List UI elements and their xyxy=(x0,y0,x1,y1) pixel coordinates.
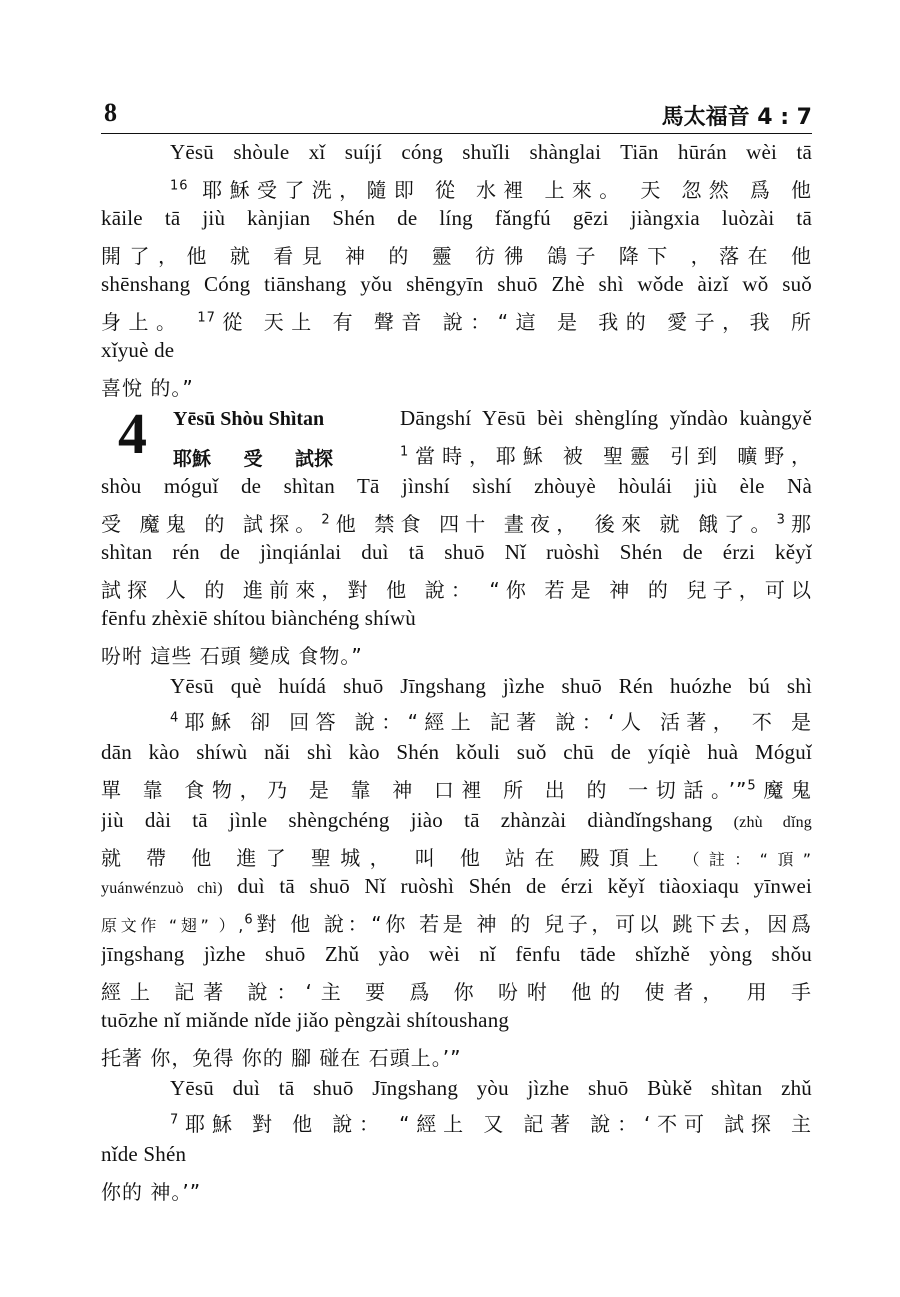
page-number: 8 xyxy=(104,98,117,127)
pinyin-line: Yēsū shòule xǐ suíjí cóng shuǐli shànglai Tiān hūrán wèi tā xyxy=(170,140,812,164)
pinyin-line: jiù dài tā jìnle shèngchéng jiào tā zhànzài diàndǐngshang (zhù dǐng xyxy=(101,808,812,832)
hanzi-line: $^{16}$ 耶穌受了洗，隨即 從 水裡 上來。 天 忽然 爲 他 xyxy=(170,178,812,202)
pinyin-line: yuánwénzuò chì) duì tā shuō Nǐ ruòshì Shén de érzi kěyǐ tiàoxiaqu yīnwei xyxy=(101,874,812,898)
hanzi-line: 試探 人 的 進前來，對 他 說： “你 若是 神 的 兒子，可以 xyxy=(101,578,812,602)
hanzi-line: 經上 記著 說：‘主 要 爲 你 吩咐 他的 使者， 用 手 xyxy=(101,980,812,1004)
pinyin-line: dān kào shíwù nǎi shì kào Shén kǒuli suǒ chū de yíqiè huà Móguǐ xyxy=(101,740,812,764)
hanzi-line: 就 帶 他 進了 聖城， 叫 他 站在 殿頂上 （註：“頂” xyxy=(101,846,812,870)
pinyin-line: Yēsū què huídá shuō Jīngshang jìzhe shuō Rén huózhe bú shì xyxy=(170,674,812,698)
hanzi-line: 單 靠 食物，乃 是 靠 神 口裡 所 出 的 一切話。’”$^5$魔鬼 xyxy=(101,778,812,802)
footnote-text: yuánwénzuò chì) xyxy=(101,880,223,897)
section-title-word: 受 xyxy=(243,448,263,470)
pinyin-line: shēnshang Cóng tiānshang yǒu shēngyīn shuō Zhè shì wǒde àizǐ wǒ suǒ xyxy=(101,272,812,296)
pinyin-line: Yēsū duì tā shuō Jīngshang yòu jìzhe shuō Bùkě shìtan zhǔ xyxy=(170,1076,812,1100)
hanzi-line: $^4$耶穌 卻 回答 說：“經上 記著 說：‘人 活著， 不 是 xyxy=(170,710,812,734)
section-title-pinyin: Yēsū Shòu Shìtan xyxy=(173,408,325,430)
verse-number: 6 xyxy=(244,912,254,928)
verse-number: 1 xyxy=(400,444,410,460)
verse-number: 17 xyxy=(197,310,216,326)
section-title-word: 耶穌 xyxy=(173,448,212,470)
pinyin-line: jīngshang jìzhe shuō Zhǔ yào wèi nǐ fēnfu tāde shǐzhě yòng shǒu xyxy=(101,942,812,966)
verse-number: 2 xyxy=(321,512,331,528)
section-title-word: 試探 xyxy=(294,448,333,470)
running-title: 馬太福音 4 : 7 xyxy=(661,105,812,130)
pinyin-line: fēnfu zhèxiē shítou biànchéng shíwù xyxy=(101,606,416,630)
pinyin-line: shòu móguǐ de shìtan Tā jìnshí sìshí zhòuyè hòulái jiù èle Nà xyxy=(101,474,812,498)
hanzi-line: 原文作 “翅” ）,$^6$對 他 說：“你 若是 神 的 兒子，可以 跳下去，因爲 xyxy=(101,912,812,936)
hanzi-line: 開了，他 就 看見 神 的 靈 彷彿 鴿子 降下 ，落在 他 xyxy=(101,244,812,268)
hanzi-line: $^1$當時，耶穌 被 聖靈 引到 曠野， xyxy=(400,444,812,468)
hanzi-line: 你的 神。’” xyxy=(101,1180,202,1204)
verse-number: 3 xyxy=(776,512,786,528)
header-rule xyxy=(101,133,812,134)
hanzi-line: 喜悅 的。” xyxy=(101,376,194,400)
hanzi-line: $^7$耶穌 對 他 說： “經上 又 記著 說：‘不可 試探 主 xyxy=(170,1112,812,1136)
footnote-text: 原文作 “翅” ）, xyxy=(101,916,245,935)
section-title-hanzi xyxy=(173,444,333,471)
verse-number: 4 xyxy=(170,710,180,726)
pinyin-line: tuōzhe nǐ miǎnde nǐde jiǎo pèngzài shítoushang xyxy=(101,1008,510,1032)
hanzi-line: 托著 你，免得 你的 腳 碰在 石頭上。’” xyxy=(101,1046,462,1070)
chapter-number: 4 xyxy=(118,401,147,466)
pinyin-line: kāile tā jiù kànjian Shén de líng fǎngfú gēzi jiàngxia luòzài tā xyxy=(101,206,812,230)
pinyin-line: nǐde Shén xyxy=(101,1142,187,1166)
pinyin-line: Dāngshí Yēsū bèi shènglíng yǐndào kuàngyě xyxy=(400,406,812,430)
footnote-text: （註：“頂” xyxy=(683,850,812,869)
footnote-text: (zhù dǐng xyxy=(733,814,812,831)
verse-number: 7 xyxy=(170,1112,180,1128)
hanzi-line: 吩咐 這些 石頭 變成 食物。” xyxy=(101,644,363,668)
hanzi-line: 受 魔鬼 的 試探。$^2$他 禁食 四十 晝夜， 後來 就 餓了。$^3$那 xyxy=(101,512,812,536)
verse-number: 5 xyxy=(747,778,757,794)
verse-number: 16 xyxy=(170,178,189,194)
pinyin-line: xǐyuè de xyxy=(101,338,175,362)
hanzi-line: 身上。 $^{17}$從 天上 有 聲音 說：“這 是 我的 愛子，我 所 xyxy=(101,310,812,334)
pinyin-line: shìtan rén de jìnqiánlai duì tā shuō Nǐ ruòshì Shén de érzi kěyǐ xyxy=(101,540,812,564)
